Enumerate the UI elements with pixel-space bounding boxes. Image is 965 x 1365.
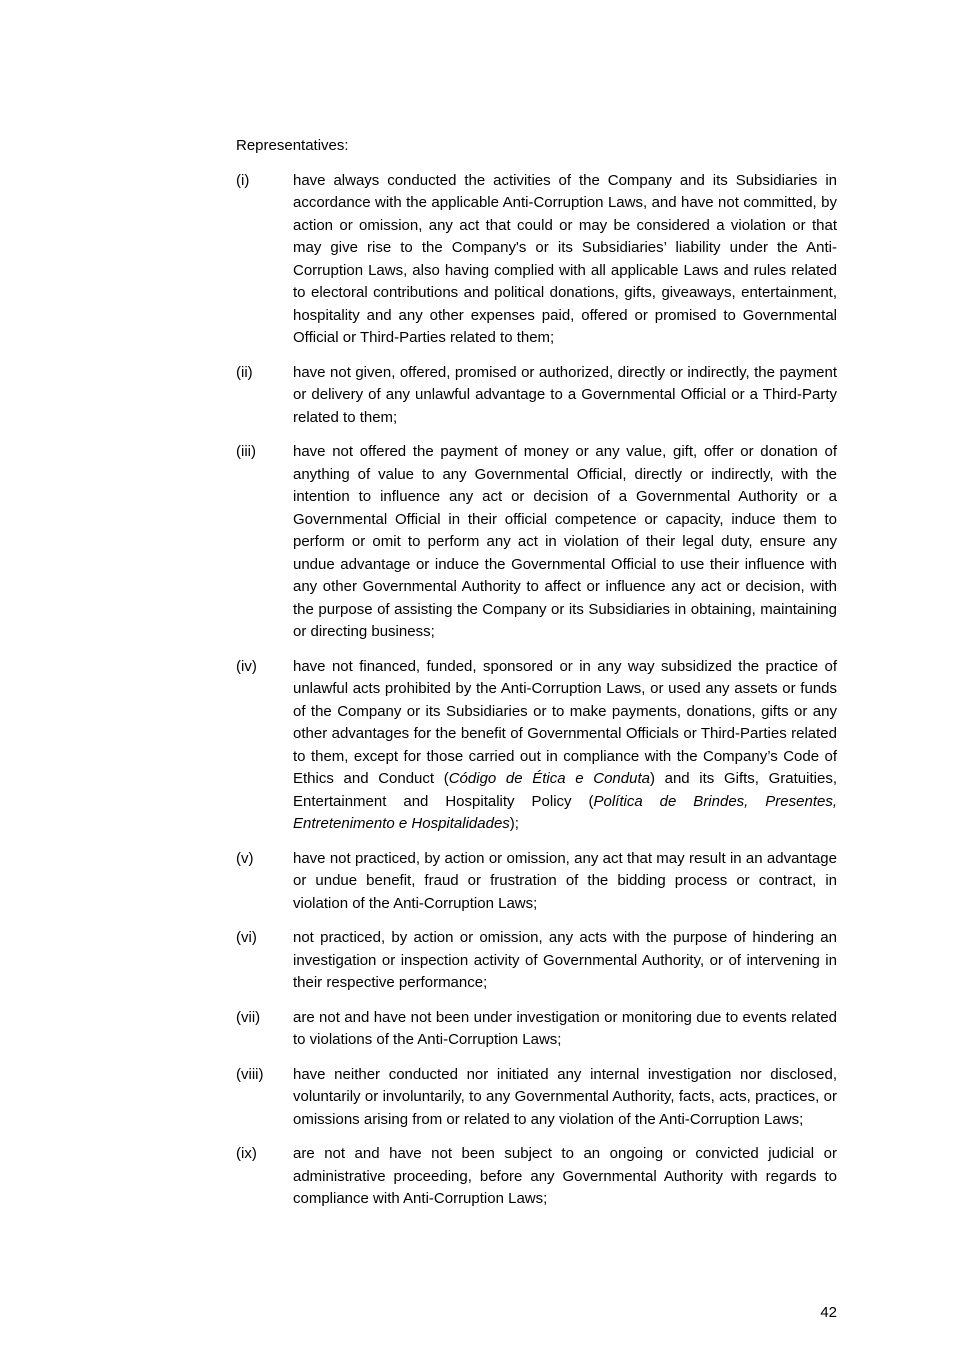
list-item-marker: (v) <box>236 849 254 867</box>
representations-list <box>236 170 837 1211</box>
list-item <box>236 1007 837 1052</box>
list-item <box>236 848 837 916</box>
list-item <box>236 1143 837 1211</box>
list-item <box>236 656 837 836</box>
list-item-marker: (viii) <box>236 1065 264 1083</box>
list-item <box>236 927 837 995</box>
list-item <box>236 1064 837 1132</box>
list-item-marker: (iii) <box>236 443 256 460</box>
list-item-text: have neither conducted nor initiated any internal investigation nor disclosed, voluntarily or involuntarily, to any Governmental Authority, facts, acts, practices, or omissions arising from or related to any violation of the Anti-Corruption Laws; <box>293 1065 837 1128</box>
list-item-text: have not given, offered, promised or authorized, directly or indirectly, the payment or delivery of any unlawful advantage to a Governmental Official or a Third-Party related to them; <box>293 363 837 426</box>
list-item-marker: (i) <box>236 171 250 189</box>
list-item <box>236 362 837 430</box>
list-item-marker: (vi) <box>236 929 257 946</box>
list-item-marker: (iv) <box>236 657 257 675</box>
list-item-text: are not and have not been under investigation or monitoring due to events related to violations of the Anti-Corruption Laws; <box>293 1008 837 1048</box>
list-item-text: not practiced, by action or omission, any acts with the purpose of hindering an investigation or inspection activity of Governmental Authority, or of intervening in their respective performance; <box>293 929 837 991</box>
list-item-text: have not offered the payment of money or any value, gift, offer or donation of anything of value to any Governmental Official, directly or indirectly, with the intention to influence any act or decision of a Governmental Authority or a Governmental Official in their official competence or capacity, induce them to perform or omit to perform any act in violation of their legal duty, ensure any undue advantage or induce the Governmental Official to use their influence with any other Governmental Authority to affect or influence any act or decision, with the purpose of assisting the Company or its Subsidiaries in obtaining, maintaining or directing business; <box>293 443 837 640</box>
document-content <box>236 135 837 1211</box>
list-item-text: have not practiced, by action or omission, any act that may result in an advantage or undue benefit, fraud or frustration of the bidding process or contract, in violation of the Anti-Corruption Laws; <box>293 849 837 912</box>
list-item <box>236 170 837 350</box>
intro-label: Representatives: <box>236 137 349 154</box>
list-item-marker: (ix) <box>236 1145 257 1162</box>
page-number: 42 <box>820 1304 837 1321</box>
list-item-text: are not and have not been subject to an ongoing or convicted judicial or administrative proceeding, before any Governmental Authority with regards to compliance with Anti-Corruption Laws; <box>293 1145 837 1207</box>
list-item-marker: (vii) <box>236 1008 261 1026</box>
list-item-text: have not financed, funded, sponsored or in any way subsidized the practice of unlawful acts prohibited by the Anti-Corruption Laws, or used any assets or funds of the Company or its Subsidiaries or to make payments, donations, gifts or any other advantages for the benefit of Governmental Officials or Third-Parties related to them, except for those carried out in compliance with the Company’s Code of Ethics and Conduct (Código de Ética e Conduta) and its Gifts, Gratuities, Entertainment and Hospitality Policy (Política de Brindes, Presentes, Entretenimento e Hospitalidades); <box>293 657 838 832</box>
list-item-marker: (ii) <box>236 363 253 381</box>
list-item-text: have always conducted the activities of the Company and its Subsidiaries in accordance with the applicable Anti-Corruption Laws, and have not committed, by action or omission, any act that could or may be considered a violation or that may give rise to the Company's or its Subsidiaries’ liability under the Anti-Corruption Laws, also having complied with all applicable Laws and rules related to electoral contributions and political donations, gifts, giveaways, entertainment, hospitality and any other expenses paid, offered or promised to Governmental Official or Third-Parties related to them; <box>293 171 837 346</box>
list-item <box>236 441 837 644</box>
